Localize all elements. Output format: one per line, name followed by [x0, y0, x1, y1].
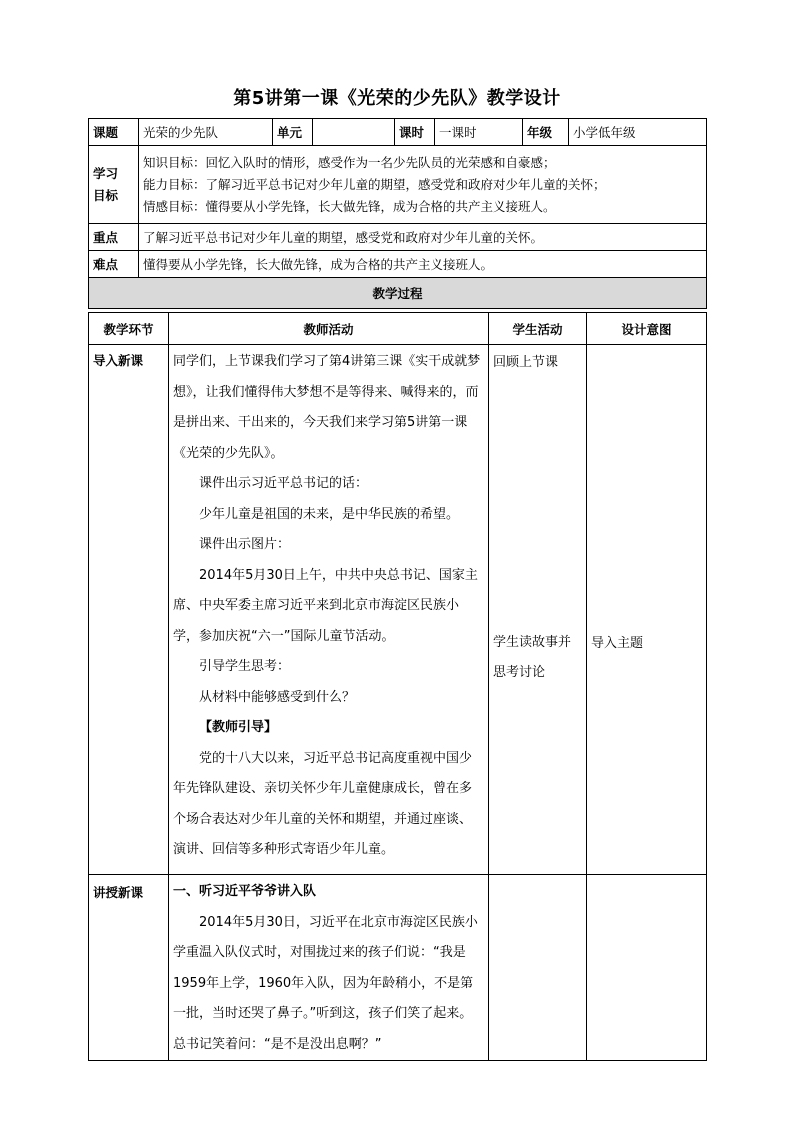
- goals-label-line1: 学习: [93, 165, 119, 181]
- key-label: 重点: [89, 224, 139, 251]
- difficulty-label: 难点: [89, 251, 139, 278]
- intro-student: [489, 345, 587, 875]
- intro-para-3: 少年儿童是祖国的未来，是中华民族的希望。: [199, 506, 460, 522]
- unit-value: [313, 119, 395, 146]
- meta-row: [89, 119, 707, 146]
- grade-label: 年级: [523, 119, 569, 146]
- topic-value: 光荣的少先队: [139, 119, 273, 146]
- lecture-student: [489, 875, 587, 1061]
- lesson-plan-table: [88, 118, 707, 309]
- hours-value: 一课时: [435, 119, 523, 146]
- goals-label-line2: 目标: [93, 187, 119, 203]
- hours-label: 课时: [395, 119, 435, 146]
- key-row: [89, 224, 707, 251]
- document-title: 第5讲第一课《光荣的少先队》教学设计: [233, 88, 561, 109]
- intro-para-6: 引导学生思考：: [199, 659, 291, 674]
- lecture-heading: 一、听习近平爷爷讲入队: [173, 884, 317, 899]
- intro-student-top: 回顾上节课: [493, 355, 559, 370]
- intro-intent-text: 导入主题: [591, 636, 644, 651]
- goals-content: [139, 146, 707, 224]
- goal-emotion: 情感目标：懂得要从小学先锋，长大做先锋，成为合格的共产主义接班人。: [143, 198, 556, 214]
- goal-ability: 能力目标：了解习近平总书记对少年儿童的期望，感受党和政府对少年儿童的关怀；: [143, 176, 606, 192]
- intro-para-9: 党的十八大以来，习近平总书记高度重视中国少年先锋队建设、亲切关怀少年儿童健康成长，曾在多个场合表达对少年儿童的关怀和期望，并通过座谈、演讲、回信等多种形式寄语少年儿童。: [173, 750, 473, 857]
- intro-student-mid: 学生读故事并思考讨论: [493, 635, 572, 680]
- lecture-intent: [587, 875, 707, 1061]
- intro-row: [89, 345, 707, 875]
- unit-label: 单元: [273, 119, 313, 146]
- process-header-row-main: [89, 313, 707, 345]
- intro-stage: 导入新课: [89, 345, 169, 875]
- header-stage-cell: 教学环节: [89, 313, 169, 345]
- header-teacher-cell: 教师活动: [169, 313, 489, 345]
- lecture-teacher: [169, 875, 489, 1061]
- topic-label: 课题: [89, 119, 139, 146]
- intro-para-2: 课件出示习近平总书记的话：: [199, 476, 369, 491]
- intro-teacher: [169, 345, 489, 875]
- process-heading: 教学过程: [89, 278, 707, 309]
- lecture-stage: 讲授新课: [89, 875, 169, 1061]
- intro-para-1: 同学们，上节课我们学习了第4讲第三课《实干成就梦想》，让我们懂得伟大梦想不是等得来、喊得来的，而是拼出来、干出来的，今天我们来学习第5讲第一课《光荣的少先队》。: [173, 354, 481, 461]
- process-heading-row: [89, 278, 707, 309]
- intro-para-4: 课件出示图片：: [199, 537, 291, 552]
- difficulty-text: 懂得要从小学先锋，长大做先锋，成为合格的共产主义接班人。: [139, 251, 707, 278]
- goal-knowledge: 知识目标：回忆入队时的情形，感受作为一名少先队员的光荣感和自豪感；: [143, 154, 556, 170]
- intro-para-5: 2014年5月30日上午，中共中央总书记、国家主席、中央军委主席习近平来到北京市海淀区民族小学，参加庆祝“六一”国际儿童节活动。: [173, 567, 478, 644]
- goals-label: [89, 146, 139, 224]
- process-table: [88, 312, 707, 1061]
- lecture-row: [89, 875, 707, 1061]
- difficulty-row: [89, 251, 707, 278]
- intro-para-8: 【教师引导】: [199, 720, 278, 735]
- header-student-cell: 学生活动: [489, 313, 587, 345]
- grade-value: 小学低年级: [569, 119, 707, 146]
- key-text: 了解习近平总书记对少年儿童的期望，感受党和政府对少年儿童的关怀。: [139, 224, 707, 251]
- header-intent-cell: 设计意图: [587, 313, 707, 345]
- intro-intent: [587, 345, 707, 875]
- intro-para-7: 从材料中能够感受到什么？: [199, 689, 356, 705]
- lecture-para-1: 2014年5月30日，习近平在北京市海淀区民族小学重温入队仪式时，对围拢过来的孩子们说：“我是1959年上学，1960年入队，因为年龄稍小，不是第一批，当时还哭了鼻子。”听到这，孩子们笑了起来。总书记笑着问：“是不是没出息啊？”: [173, 914, 478, 1052]
- goals-row: [89, 146, 707, 224]
